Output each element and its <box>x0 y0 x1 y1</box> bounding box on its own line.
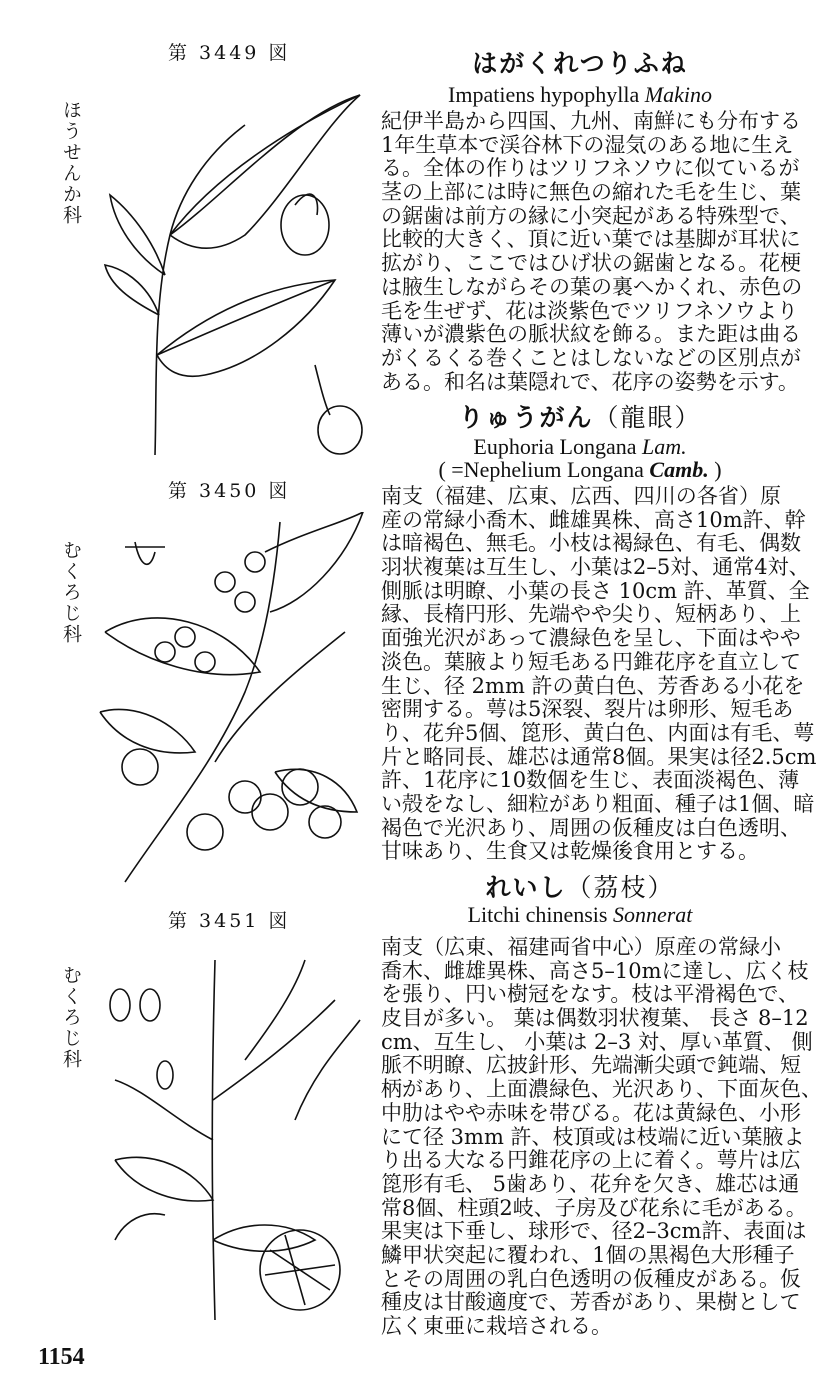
title-kanji: （龍眼） <box>593 403 702 432</box>
text-line: にて径 3mm 許、枝頂或は枝端に近い葉腋よ <box>381 1124 805 1149</box>
text-line: の鋸歯は前方の縁に小突起がある特殊型で、 <box>381 203 801 228</box>
illustration-litchi <box>95 940 365 1320</box>
text-line: 生じ、径 2mm 許の黄白色、芳香ある小花を <box>381 673 805 698</box>
text-line: 甘味あり、生食又は乾燥後食用とする。 <box>381 839 759 864</box>
title-kana: れいし <box>485 873 567 902</box>
title-kana: はがくれつりふね <box>472 49 688 78</box>
text-line: は腋生しながらその葉の裏へかくれ、赤色の <box>381 274 803 299</box>
text-line: 茎の上部には時に無色の縮れた毛を生じ、葉 <box>381 180 801 205</box>
entry-title <box>360 398 800 434</box>
figure-label-3451: 第 3451 図 <box>168 910 291 932</box>
text-line: 南支（福建、広東、広西、四川の各省）原 <box>381 484 781 508</box>
text-line: い殻をなし、細粒があり粗面、種子は1個、暗 <box>381 791 815 816</box>
text-line: る。全体の作りはツリフネソウに似ているが <box>381 156 800 181</box>
text-line: ある。和名は葉隠れで、花序の姿勢を示す。 <box>381 369 799 394</box>
text-line: 薄いが濃紫色の脈状紋を飾る。また距は曲る <box>381 322 801 347</box>
title-kanji: （茘枝） <box>566 873 675 902</box>
text-line: 常8個、柱頭2岐、子房及び花糸に毛がある。 <box>381 1195 807 1220</box>
scientific-synonym <box>360 457 800 483</box>
text-line: り出る大なる円錐花序の上に着く。萼片は広 <box>381 1148 801 1173</box>
text-line: 喬木、雌雄異株、高さ5–10mに達し、広く枝 <box>381 958 809 983</box>
description-paragraph <box>381 935 822 1339</box>
text-line: 片と略同長、雄芯は通常8個。果実は径2.5cm <box>381 744 817 769</box>
species-name: Litchi chinensis <box>467 902 608 927</box>
author-name: Sonnerat <box>612 902 693 927</box>
author-name: Makino <box>644 82 712 107</box>
species-name: Euphoria Longana <box>473 434 637 459</box>
text-line: 柄があり、上面濃緑色、光沢あり、下面灰色、 <box>381 1077 822 1102</box>
text-line: 紀伊半島から四国、九州、南鮮にも分布する <box>381 109 801 133</box>
text-line: cm、互生し、 小葉は 2–3 対、厚い革質、 側 <box>381 1029 813 1054</box>
text-line: 皮目が多い。 葉は偶数羽状複葉、 長さ 8–12 <box>381 1006 809 1031</box>
text-line: 拡がり、ここではひげ状の鋸歯となる。花梗 <box>381 251 801 276</box>
text-line: 面強光沢があって濃緑色を呈し、下面はやや <box>381 626 801 651</box>
text-line: 側脈は明瞭、小葉の長さ 10cm 許、革質、全 <box>381 578 810 603</box>
text-line: 縁、長楕円形、先端やや尖り、短柄あり、上 <box>381 602 801 627</box>
text-line: 広く東亜に栽培される。 <box>381 1314 612 1338</box>
entry-title <box>360 868 800 904</box>
scientific-name <box>360 82 800 108</box>
text-line: とその周囲の乳白色透明の仮種皮がある。仮 <box>381 1266 801 1291</box>
text-line: 南支（広東、福建両省中心）原産の常緑小 <box>381 935 781 959</box>
entry-title <box>360 44 800 80</box>
text-line: 脈不明瞭、広披針形、先端漸尖頭で鈍端、短 <box>381 1053 801 1078</box>
text-line: 羽状複葉は互生し、小葉は2–5対、通常4対、 <box>381 555 810 580</box>
synonym-close: ) <box>714 457 722 482</box>
illustration-longan <box>95 512 365 892</box>
text-line: 褐色で光沢あり、周囲の仮種皮は白色透明、 <box>381 815 801 840</box>
text-line: 1年生草本で渓谷林下の湿気のある地に生え <box>381 132 794 157</box>
text-line: がくるくる巻くことはしないなどの区別点が <box>381 345 801 370</box>
figure-label-3450: 第 3450 図 <box>168 480 291 502</box>
text-line: 中肋はやや赤味を帯びる。花は黄緑色、小形 <box>381 1100 801 1125</box>
text-line: 箆形有毛、 5歯あり、花弁を欠き、雄芯は通 <box>381 1171 800 1196</box>
family-label: むくろじ科 <box>60 965 82 1070</box>
text-line: 産の常緑小喬木、雌雄異株、高さ10m許、幹 <box>381 507 806 532</box>
text-line: 果実は下垂し、球形で、径2–3cm許、表面は <box>381 1219 807 1244</box>
text-line: を張り、円い樹冠をなす。枝は平滑褐色で、 <box>381 982 799 1007</box>
figure-label-3449: 第 3449 図 <box>168 42 291 64</box>
text-line: は暗褐色、無毛。小枝は褐緑色、有毛、偶数 <box>381 531 801 556</box>
text-line: 許、1花序に10数個を生じ、表面淡褐色、薄 <box>381 768 800 793</box>
family-label: ほうせんか科 <box>60 100 82 226</box>
family-label: むくろじ科 <box>60 540 82 645</box>
description-paragraph <box>381 109 803 394</box>
title-kana: りゅうがん <box>458 403 594 432</box>
text-line: 密開する。萼は5深裂、裂片は卵形、短毛あ <box>381 697 794 722</box>
text-line: り、花弁5個、箆形、黄白色、内面は有毛、萼 <box>381 720 815 745</box>
text-line: 種皮は甘酸適度で、芳香があり、果樹として <box>381 1290 801 1315</box>
text-line: 比較的大きく、頂に近い葉では基脚が耳状に <box>381 227 801 252</box>
illustration-impatiens <box>95 85 365 465</box>
text-line: 淡色。葉腋より短毛ある円錐花序を直立して <box>381 649 801 674</box>
species-name: Impatiens hypophylla <box>448 82 640 107</box>
synonym-author: Camb. <box>649 457 709 482</box>
author-name: Lam. <box>641 434 687 459</box>
description-paragraph <box>381 484 817 864</box>
synonym-name: ( =Nephelium Longana <box>438 457 644 482</box>
page-number: 1154 <box>38 1344 85 1370</box>
scientific-name <box>360 902 800 928</box>
text-line: 毛を生ぜず、花は淡紫色でツリフネソウより <box>381 298 798 323</box>
text-line: 鱗甲状突起に覆われ、1個の黒褐色大形種子 <box>381 1242 795 1267</box>
